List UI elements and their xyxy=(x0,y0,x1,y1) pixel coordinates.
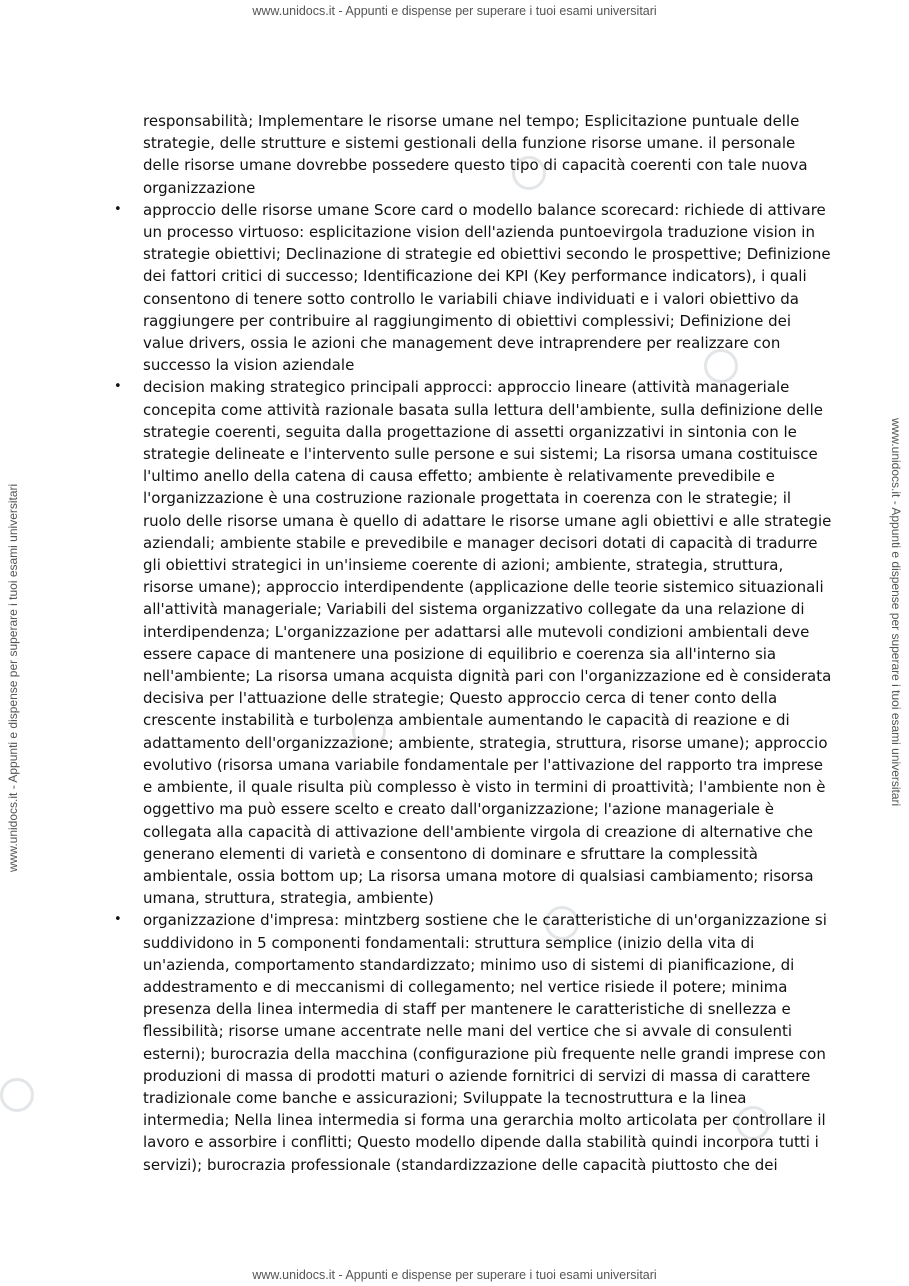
bullet-icon: • xyxy=(114,379,122,395)
bullet-list xyxy=(114,199,833,1176)
list-item-text: organizzazione d'impresa: mintzberg sostiene che le caratteristiche di un'organizzazione si suddividono in 5 componenti fondamentali: struttura semplice (inizio della vita di un'azienda, comportamento standardizzato; minimo uso di sistemi di pianificazione, di addestramento e di meccanismi di collegamento; nel vertice risiede il potere; minima presenza della linea intermedia di staff per mantenere le caratteristiche di snellezza e flessibilità; risorse umane accentrate nelle mani del vertice che si avvale di consulenti esterni); burocrazia della macchina (configurazione più frequente nelle grandi imprese con produzioni di massa di prodotti maturi o aziende fornitrici di servizi di massa di carattere tradizionale come banche e assicurazioni; Sviluppate la tecnostruttura e la linea intermedia; Nella linea intermedia si forma una gerarchia molto articolata per controllare il lavoro e assorbire i conflitti; Questo modello dipende dalla stabilità quindi incorpora tutti i servizi); burocrazia professionale (standardizzazione delle capacità piuttosto che dei xyxy=(143,911,827,1174)
list-item xyxy=(114,376,833,909)
document-body xyxy=(114,110,833,1176)
page-header-watermark: www.unidocs.it - Appunti e dispense per superare i tuoi esami universitari xyxy=(252,4,657,18)
right-margin-watermark: www.unidocs.it - Appunti e dispense per superare i tuoi esami universitari xyxy=(889,418,903,807)
intro-paragraph: responsabilità; Implementare le risorse umane nel tempo; Esplicitazione puntuale delle strategie, delle strutture e sistemi gestionali della funzione risorse umane. il personale delle risorse umane dovrebbe possedere questo tipo di capacità coerenti con tale nuova organizzazione xyxy=(143,112,808,197)
list-item-text: decision making strategico principali approcci: approccio lineare (attività manageriale concepita come attività razionale basata sulla lettura dell'ambiente, sulla definizione delle strategie coerenti, seguita dalla progettazione di assetti organizzativi in sintonia con le strategie delineate e l'intervento sulle persone e sui sistemi; La risorsa umana costituisce l'ultimo anello della catena di causa effetto; ambiente è relativamente prevedibile e l'organizzazione è una costruzione razionale progettata in coerenza con le strategie; il ruolo delle risorse umana è quello di adattare le risorse umane agli obiettivi e alle strategie aziendali; ambiente stabile e prevedibile e manager decisori dotati di capacità di tradurre gli obiettivi strategici in un'insieme coerente di azioni; ambiente, strategia, struttura, risorse umane); approccio interdipendente (applicazione delle teorie sistemico situazionali all'attività manageriale; Variabili del sistema organizzativo collegate da una relazione di interdipendenza; L'organizzazione per adattarsi alle mutevoli condizioni ambientali deve essere capace di mantenere una posizione di equilibrio e coerenza sia all'interno sia nell'ambiente; La risorsa umana acquista dignità pari con l'organizzazione ed è considerata decisiva per l'attuazione delle strategie; Questo approccio cerca di tener conto della crescente instabilità e turbolenza ambientale aumentando le capacità di reazione e di adattamento dell'organizzazione; ambiente, strategia, struttura, risorse umane); approccio evolutivo (risorsa umana variabile fondamentale per l'attivazione del rapporto tra imprese e ambiente, il quale risulta più complesso è visto in termini di proattività; l'ambiente non è oggettivo ma può essere scelto e creato dall'organizzazione; l'azione manageriale è collegata alla capacità di attivazione dell'ambiente virgola di creazione di alternative che generano elementi di varietà e consentono di dominare e sfruttare la complessità ambientale, ossia bottom up; La risorsa umana motore di qualsiasi cambiamento; risorsa umana, struttura, strategia, ambiente) xyxy=(143,378,832,908)
list-item xyxy=(114,909,833,1175)
list-item xyxy=(114,199,833,377)
page-footer-watermark: www.unidocs.it - Appunti e dispense per superare i tuoi esami universitari xyxy=(252,1268,657,1282)
bullet-icon: • xyxy=(114,912,122,928)
watermark-logo-icon xyxy=(0,1078,34,1112)
bullet-icon: • xyxy=(114,201,122,217)
list-item-text: approccio delle risorse umane Score card o modello balance scorecard: richiede di attivare un processo virtuoso: esplicitazione vision dell'azienda puntoevirgola traduzione vision in strategie obiettivi; Declinazione di strategie ed obiettivi secondo le prospettive; Definizione dei fattori critici di successo; Identificazione dei KPI (Key performance indicators), i quali consentono di tenere sotto controllo le variabili chiave individuati e i valori obiettivo da raggiungere per contribuire al raggiungimento di obiettivi complessivi; Definizione dei value drivers, ossia le azioni che management deve intraprendere per realizzare con successo la vision aziendale xyxy=(143,200,831,375)
left-margin-watermark: www.unidocs.it - Appunti e dispense per superare i tuoi esami universitari xyxy=(6,483,20,872)
